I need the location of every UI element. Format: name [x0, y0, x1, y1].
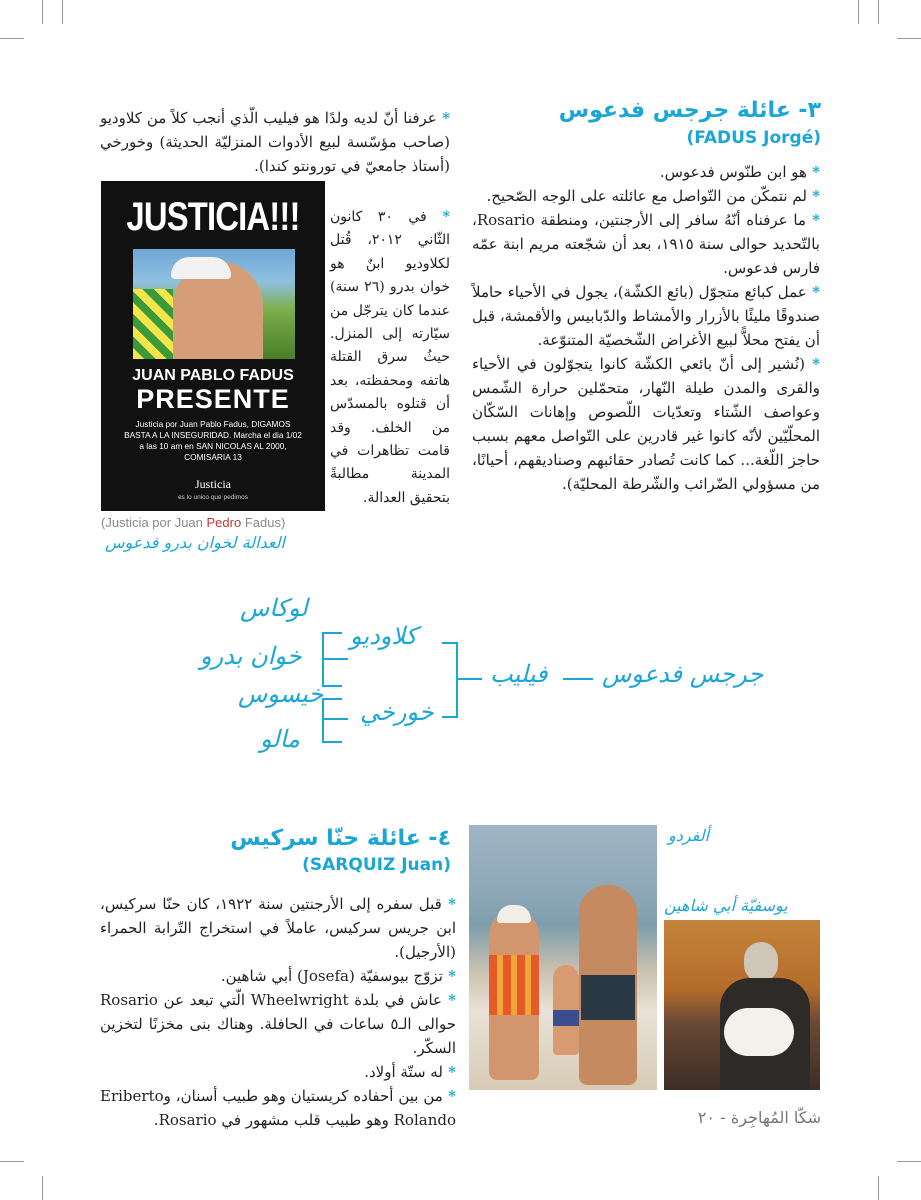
tree-branch-line [456, 642, 458, 718]
poster-photo [133, 249, 295, 359]
crop-mark [42, 0, 43, 24]
paragraph: * (نُشير إلى أنّ بائعي الكشّة كانوا يتجوّلون في الأحياء والقرى والمدن طيلة النّهار، متحمّلين حرارة الشّمس وعواصف الشّتاء وتعدّيات اللّصوص وإهانات السّكّان المحلّيّين لأنّه كانوا غير قادرين على التّواصل معهم بسبب حاجز اللّغة... كما كانت تُصادر حقائبهم وصناديقهم، أحيانًا، من مسؤولي الضّرائب والشّرطة المحليّة). [472, 355, 820, 493]
woman-head [744, 942, 778, 982]
yousefia-photo [664, 920, 820, 1090]
paragraph: * قبل سفره إلى الأرجنتين سنة ١٩٢٢، كان حنّا سركيس، ابن جريس سركيس، عاملاً في استخراج التّرابة الحمراء (الأرجيل). [100, 895, 456, 961]
tree-great-grandchild: خيسوس [238, 680, 324, 708]
bullet-star-icon: * [441, 991, 456, 1009]
paragraph: * عمل كبائع متجوّل (بائع الكشّة)، يجول في الأحياء حاملاً صندوقًا مليئًا بالأزرار والأمشاط والدّبابيس والأقمشة، قبل أن يفتح محلاًّ لبيع الأغراض الشّخصيّة المتنوّعة. [472, 283, 820, 349]
tree-branch-line [442, 642, 458, 644]
woman-hat [497, 905, 531, 923]
bullet-star-icon: * [441, 895, 456, 913]
bullet-star-icon: * [442, 1087, 456, 1105]
crop-mark [878, 0, 879, 24]
left-column-side [330, 206, 450, 510]
photo-label-yousefia: يوسفيّة أبي شاهين [664, 896, 788, 915]
paragraph: * هو ابن طنّوس فدعوس. [659, 163, 820, 181]
left-column-intro [100, 106, 450, 178]
section4-subtitle: (SARQUIZ Juan) [302, 855, 451, 875]
bullet-star-icon: * [804, 355, 820, 373]
bullet-star-icon: * [806, 163, 820, 181]
tree-branch-line [322, 718, 348, 720]
tree-great-grandchild: لوكاس [240, 594, 308, 622]
crop-mark [0, 1161, 24, 1162]
tree-child: فيليب [490, 660, 548, 688]
bullet-star-icon: * [805, 211, 820, 229]
tree-grandchild: خورخي [360, 698, 434, 726]
tree-branch-line [322, 698, 342, 700]
tree-great-grandchild: خوان بدرو [200, 642, 302, 670]
page-footer: شكّا المُهاجِرة - ٢٠ [697, 1108, 821, 1127]
paragraph: * عاش في بلدة Wheelwright الّتي تبعد عن Rosario حوالى الـ٥ ساعات في الحافلة. وهناك بنى مخزنًا لتخزين السكّر. [100, 991, 456, 1057]
poster-details: Justicia por Juan Pablo Fadus, DIGAMOS BASTA A LA INSEGURIDAD. Marcha el dia 1/02 a las 10 am en SAN NICOLAS AL 2000, COMISARIA 13 [124, 419, 302, 462]
bullet-star-icon: * [806, 283, 820, 301]
section3-body [472, 160, 820, 496]
tree-great-grandchild: مالو [260, 725, 300, 753]
section4-title: ٤- عائلة حنّا سركيس [230, 826, 451, 851]
crop-mark [878, 1176, 879, 1200]
paragraph: * ما عرفناه أنّهُ سافر إلى الأرجنتين، ومنطقة Rosario، بالتّحديد حوالى سنة ١٩١٥، بعد أن شجّعته مريم ابنة عمّه فارس فدعوس. [472, 211, 820, 277]
crop-mark [62, 0, 63, 24]
section4-body [100, 892, 456, 1132]
poster-cap-shape [171, 257, 231, 279]
bullet-star-icon: * [442, 967, 456, 985]
justicia-poster [101, 181, 325, 511]
family-tree [180, 590, 780, 760]
bullet-star-icon: * [806, 187, 820, 205]
poster-caption: (Justicia por Juan Pedro Fadus) [101, 515, 286, 530]
poster-logo-word: Justicia [195, 477, 231, 491]
paragraph: * في ٣٠ كانون الثّاني ٢٠١٢، قُتل لكلاوديو ابنٌ هو خوان بدرو (٢٦ سنة) عندما كان يترجّل من سيّارته إلى المنزل. حيثُ سرق القتلة هاتفه ومحفظته، بعد أن قتلوه بالمسدّس من الخلف. وقد قامت تظاهرات في المدينة مطالبةً بتحقيق العدالة. [330, 209, 450, 506]
section3-subtitle: (FADUS Jorgé) [686, 128, 821, 148]
tree-branch-line [456, 678, 482, 680]
paragraph: * عرفنا أنّ لديه ولدًا هو فيليب الّذي أنجب كلاً من كلاوديو (صاحب مؤسّسة لبيع الأدوات المنزليّة الحديثة) وخورخي (أستاذ جامعيّ في تورونتو كندا). [100, 109, 450, 175]
tree-branch-line [442, 716, 458, 718]
tree-grandchild: كلاوديو [350, 622, 418, 650]
photo-label-alfredo: ألفردو [668, 826, 710, 845]
paragraph: * من بين أحفاده كريستيان وهو طبيب أسنان، وEriberto Rolando وهو طبيب قلب مشهور في Rosario. [100, 1087, 456, 1129]
section3-title: ٣- عائلة جرجس فدعوس [558, 98, 821, 123]
crop-mark [897, 1161, 921, 1162]
paragraph: * تزوّج بيوسفيّة (Josefa) أبي شاهين. [220, 967, 456, 985]
paragraph: * له ستّة أولاد. [364, 1063, 456, 1081]
poster-name: JUAN PABLO FADUS [132, 367, 294, 384]
tree-root: جرجس فدعوس [602, 660, 764, 688]
woman-swimsuit [489, 955, 539, 1015]
man-shorts [581, 975, 635, 1020]
crop-mark [897, 38, 921, 39]
crop-mark [858, 0, 859, 24]
tree-branch-line [322, 685, 342, 687]
poster-logo-tag: es lo unico que pedimos [177, 494, 249, 501]
bullet-star-icon: * [436, 109, 450, 127]
tree-branch-line [322, 658, 348, 660]
paragraph: * لم نتمكّن من التّواصل مع عائلته على الوجه الصّحيح. [486, 187, 820, 205]
poster-chair-stripes [133, 289, 173, 359]
crop-mark [0, 38, 24, 39]
tree-branch-line [322, 741, 342, 743]
tree-branch-line [563, 678, 593, 680]
bullet-star-icon: * [426, 209, 450, 225]
crop-mark [42, 1176, 43, 1200]
beach-family-photo [469, 825, 657, 1090]
poster-presente: PRESENTE [136, 384, 290, 414]
bullet-star-icon: * [442, 1063, 456, 1081]
baby-blanket [724, 1008, 794, 1056]
child-shorts [553, 1010, 579, 1026]
poster-caption-arabic: العدالة لخوان بدرو فدعوس [105, 533, 285, 552]
poster-headline: JUSTICIA!!! [126, 195, 300, 239]
tree-branch-line [322, 632, 342, 634]
